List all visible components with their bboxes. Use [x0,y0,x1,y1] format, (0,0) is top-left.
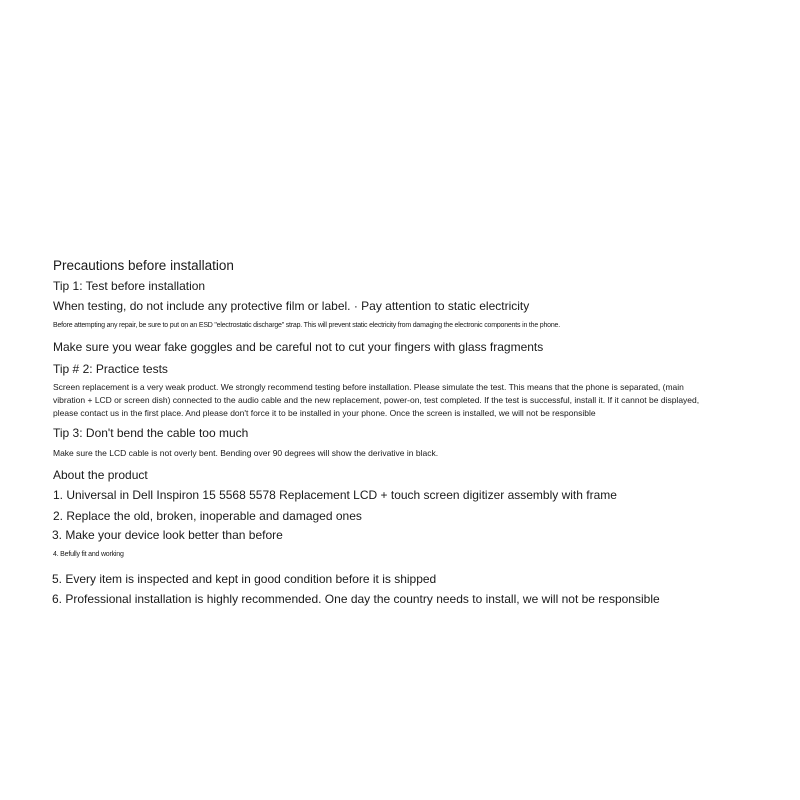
tip2-title: Tip # 2: Practice tests [53,362,168,376]
about-item-5: 5. Every item is inspected and kept in good condition before it is shipped [52,572,437,586]
tip1-esd-note: Before attempting any repair, be sure to put on an ESD "electrostatic discharge" strap. This will prevent static electricity from damaging the electronic components in the phone. [53,322,560,329]
about-item-2: 2. Replace the old, broken, inoperable and damaged ones [53,509,362,523]
about-item-6: 6. Professional installation is highly recommended. One day the country needs to install, we will not be responsible [52,592,660,606]
about-item-4: 4. Befully fit and working [53,551,124,558]
tip2-body: Screen replacement is a very weak product. We strongly recommend testing before installation. Please simulate the test. This means that the phone is separated, (main vibration + LCD or screen dish) connected to the audio cable and the new replacement, power-on, test completed. If the test is successful, install it. If it cannot be displayed, please contact us in the first place. And please don't force it to be installed in your phone. Once the screen is installed, we will not be responsible [53,382,700,418]
page-heading: Precautions before installation [53,258,234,273]
about-item-3: 3. Make your device look better than before [52,528,283,542]
about-item-1: 1. Universal in Dell Inspiron 15 5568 5578 Replacement LCD + touch screen digitizer assembly with frame [53,488,617,502]
tip1-goggles-note: Make sure you wear fake goggles and be careful not to cut your fingers with glass fragments [53,340,544,354]
tip3-title: Tip 3: Don't bend the cable too much [53,426,249,440]
tip3-body: Make sure the LCD cable is not overly bent. Bending over 90 degrees will show the derivative in black. [53,448,439,458]
about-title: About the product [53,468,148,482]
tip1-testing-note: When testing, do not include any protective film or label. · Pay attention to static electricity [53,299,530,313]
tip1-title: Tip 1: Test before installation [53,279,206,293]
